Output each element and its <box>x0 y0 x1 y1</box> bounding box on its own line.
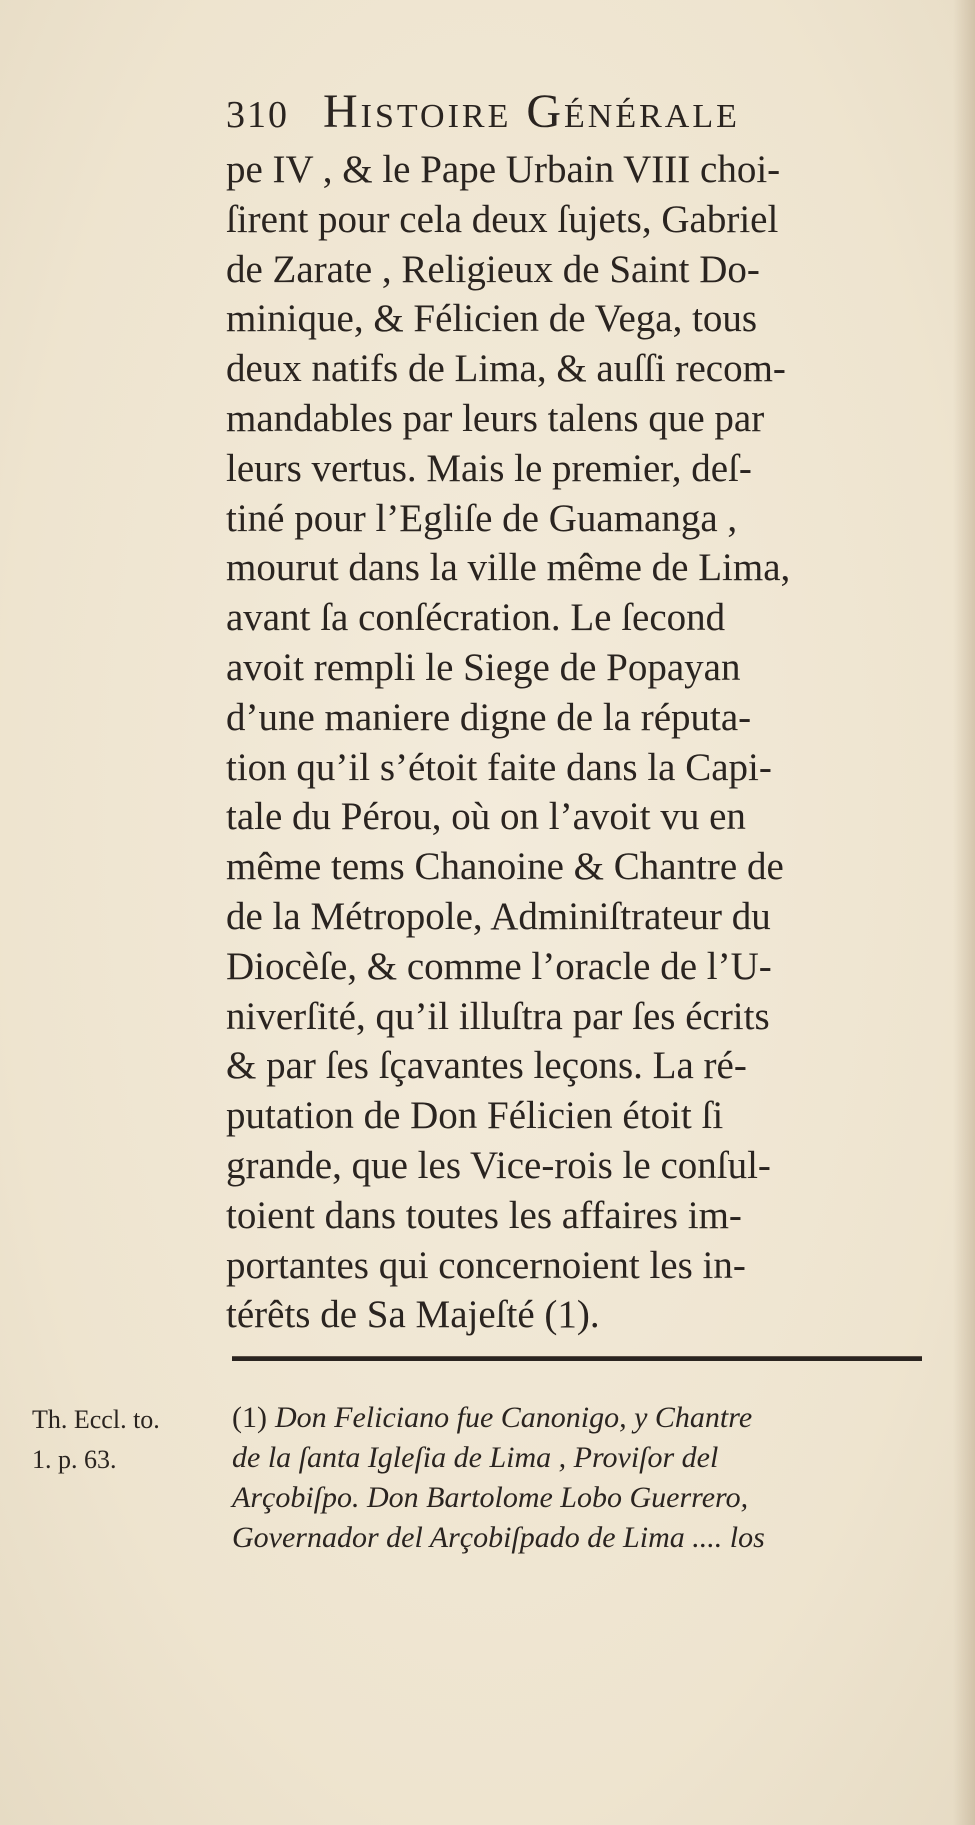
body-line: niverſité, qu’il illuſtra par ſes écrits <box>226 994 770 1038</box>
body-line: deux natifs de Lima, & auſſi recom- <box>226 347 786 391</box>
body-line: leurs vertus. Mais le premier, deſ- <box>226 446 752 490</box>
body-line: tion qu’il s’étoit faite dans la Capi- <box>226 745 772 789</box>
body-line: & par ſes ſçavantes leçons. La ré- <box>226 1044 747 1088</box>
body-line: pe IV , & le Pape Urbain VIII choi- <box>226 148 781 191</box>
body-line: toient dans toutes les affaires im- <box>226 1193 742 1237</box>
body-line: d’une maniere digne de la réputa- <box>226 695 752 739</box>
footnote-marker: (1) <box>232 1401 267 1434</box>
footnote-line: de la ſanta Igleſia de Lima , Proviſor del <box>232 1441 719 1474</box>
body-line: même tems Chanoine & Chantre de <box>226 845 784 889</box>
body-line: avoit rempli le Siege de Popayan <box>226 645 741 689</box>
footnote-text: Don Feliciano fue Canonigo, y Chantre <box>274 1401 753 1434</box>
running-head <box>226 84 926 144</box>
page-edge-shadow <box>953 0 975 1825</box>
marginal-reference-line: Th. Eccl. to. <box>32 1405 160 1434</box>
footnote-line: Arçobiſpo. Don Bartolome Lobo Guerrero, <box>232 1481 749 1514</box>
marginal-reference <box>32 1400 232 1480</box>
running-title: Histoire Générale <box>323 85 740 138</box>
body-line: portantes qui concernoient les in- <box>226 1243 746 1287</box>
body-line: térêts de Sa Majeſté (1). <box>226 1293 600 1337</box>
footnote-line <box>232 1398 932 1438</box>
body-line: mandables par leurs talens que par <box>226 396 765 440</box>
body-line: minique, & Félicien de Vega, tous <box>226 297 758 341</box>
body-line: mourut dans la ville même de Lima, <box>226 546 791 590</box>
marginal-reference-line: 1. p. 63. <box>32 1445 117 1474</box>
body-text <box>226 145 926 1340</box>
body-line: ſirent pour cela deux ſujets, Gabriel <box>226 197 779 241</box>
footnote <box>232 1398 932 1558</box>
body-line: Diocèſe, & comme l’oracle de l’U- <box>226 944 772 988</box>
body-line: grande, que les Vice-rois le conſul- <box>226 1143 771 1187</box>
body-line: avant ſa conſécration. Le ſecond <box>226 596 726 640</box>
body-line: de Zarate , Religieux de Saint Do- <box>226 247 760 291</box>
body-line: de la Métropole, Adminiſtrateur du <box>226 894 771 938</box>
footnote-rule <box>232 1356 922 1361</box>
page-number: 310 <box>226 94 289 136</box>
body-line: tiné pour l’Egliſe de Guamanga , <box>226 496 738 540</box>
body-line: tale du Pérou, où on l’avoit vu en <box>226 795 746 839</box>
body-line: putation de Don Félicien étoit ſi <box>226 1094 724 1138</box>
footnote-line: Governador del Arçobiſpado de Lima .... los <box>232 1521 765 1554</box>
